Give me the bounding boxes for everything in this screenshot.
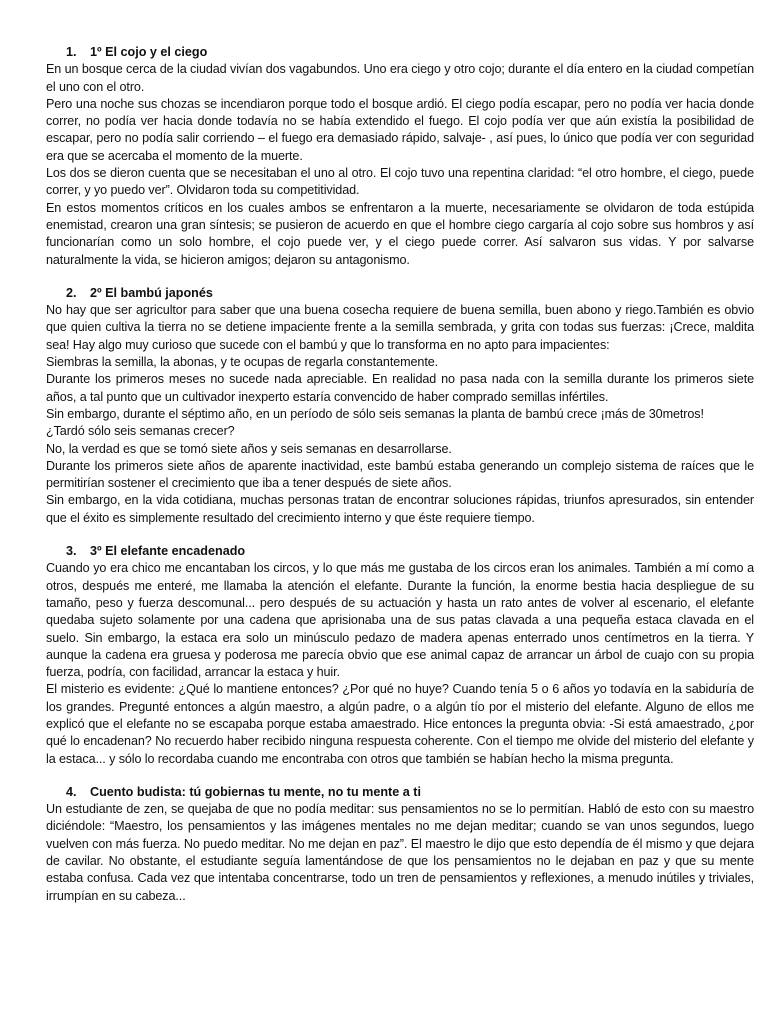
paragraph: No, la verdad es que se tomó siete años y seis semanas en desarrollarse. [46,441,452,456]
story-section-1 [46,44,754,269]
paragraph: Sin embargo, durante el séptimo año, en un período de sólo seis semanas la planta de bambú crece ¡más de 30metros! [46,406,704,421]
section-title: 1º El cojo y el ciego [90,45,208,59]
story-section-3 [46,543,754,768]
section-number: 1. [66,45,77,59]
section-number: 4. [66,784,77,799]
section-heading [66,285,754,302]
paragraph: No hay que ser agricultor para saber que una buena cosecha requiere de buena semilla, buen abono y riego.También es obvio que quien cultiva la tierra no se detiene impaciente frente a la semilla sembrada, y grita con todas sus fuerzas: ¡Crece, maldita sea! Hay algo muy curioso que sucede con el bambú y que lo transforma en no apto para impacientes: [46,303,754,352]
story-section-2 [46,285,754,527]
paragraph: Siembras la semilla, la abonas, y te ocupas de regarla constantemente. [46,355,439,370]
section-heading [66,543,754,560]
paragraph: Los dos se dieron cuenta que se necesitaban el uno al otro. El cojo tuvo una repentina claridad: “el otro hombre, el ciego, puede correr, y yo puedo ver”. Olvidaron toda su competitividad. [46,166,754,198]
paragraph: Durante los primeros siete años de aparente inactividad, este bambú estaba generando un complejo sistema de raíces que le permitirían sostener el crecimiento que iba a tener después de siete años. [46,458,754,491]
paragraph: El misterio es evidente: ¿Qué lo mantiene entonces? ¿Por qué no huye? Cuando tenía 5 o 6 años yo todavía en la sabiduría de los grandes. Pregunté entonces a algún maestro, a algún padre, o a algún tío por el misterio del elefante. Alguno de ellos me explicó que el elefante no se escapaba porque estaba amaestrado. Hice entonces la pregunta obvia: -Si está amaestrado, ¿por qué lo encadenan? No recuerdo haber recibido ninguna respuesta coherente. Con el tiempo me olvide del misterio del elefante y la estaca... y sólo lo recordaba cuando me encontraba con otros que también se habían hecho la misma pregunta. [46,682,754,766]
section-heading [66,44,754,61]
paragraph: En un bosque cerca de la ciudad vivían dos vagabundos. Uno era ciego y otro cojo; durante el día entero en la ciudad competían el uno con el otro. [46,62,754,94]
paragraph: En estos momentos críticos en los cuales ambos se enfrentaron a la muerte, necesariamente se olvidaron de toda estúpida enemistad, crearon una gran síntesis; se pusieron de acuerdo en que el hombre ciego cargaría al cojo sobre sus hombros y así funcionarían como un solo hombre, el cojo puede ver, y el ciego puede correr. Así salvaron sus vidas. Y por salvarse naturalmente la vida, se hicieron amigos; dejaron su antagonismo. [46,200,754,267]
section-title: 3º El elefante encadenado [90,544,246,559]
paragraph: Un estudiante de zen, se quejaba de que no podía meditar: sus pensamientos no se lo permitían. Habló de esto con su maestro diciéndole: “Maestro, los pensamientos y las imágenes mentales no me dejan meditar; cuando se van unos segundos, luego vuelven con más fuerza. No puedo meditar. No me dejan en paz”. El maestro le dijo que esto dependía de él mismo y que dejara de cavilar. No obstante, el estudiante seguía lamentándose de que los pensamientos no le dejaban en paz y que su mente estaba confusa. Cada vez que intentaba concentrarse, todo un tren de pensamientos y reflexiones, a menudo inútiles y triviales, irrumpían en su cabeza... [46,802,754,903]
story-section-4 [46,784,754,905]
section-title: 2º El bambú japonés [90,285,213,300]
paragraph: Durante los primeros meses no sucede nada apreciable. En realidad no pasa nada con la semilla durante los primeros siete años, a tal punto que un cultivador inexperto estaría convencido de haber comprado semillas infértiles. [46,372,754,404]
paragraph: Sin embargo, en la vida cotidiana, muchas personas tratan de encontrar soluciones rápidas, triunfos apresurados, sin entender que el éxito es simplemente resultado del crecimiento interno y que éste requiere tiempo. [46,493,754,525]
section-title: Cuento budista: tú gobiernas tu mente, no tu mente a ti [90,784,421,799]
paragraph: Cuando yo era chico me encantaban los circos, y lo que más me gustaba de los circos eran los animales. También a mí como a otros, después me enteré, me llamaba la atención el elefante. Durante la función, la enorme bestia hacia despliegue de su tamaño, peso y fuerza descomunal... pero después de su actuación y hasta un rato antes de volver al escenario, el elefante quedaba sujeto solamente por una cadena que aprisionaba una de sus patas clavada a una pequeña estaca clavada en el suelo. Sin embargo, la estaca era solo un minúsculo pedazo de madera apenas enterrado unos centímetros en la tierra. Y aunque la cadena era gruesa y poderosa me parecía obvio que ese animal capaz de arrancar un árbol de cuajo con su propia fuerza, podría, con facilidad, arrancar la estaca y huir. [46,561,754,680]
paragraph: Pero una noche sus chozas se incendiaron porque todo el bosque ardió. El ciego podía escapar, pero no podía ver hacia donde correr, no podía ver hacia donde todavía no se había extendido el fuego. El cojo podía ver que aún existía la posibilidad de escapar, pero no podía salir corriendo – el fuego era demasiado rápido, salvaje- , así pues, lo único que podía ver con seguridad era que se acercaba el momento de la muerte. [46,96,754,163]
paragraph: ¿Tardó sólo seis semanas crecer? [46,424,235,439]
section-number: 3. [66,544,77,559]
section-number: 2. [66,285,77,300]
section-heading [66,784,754,801]
